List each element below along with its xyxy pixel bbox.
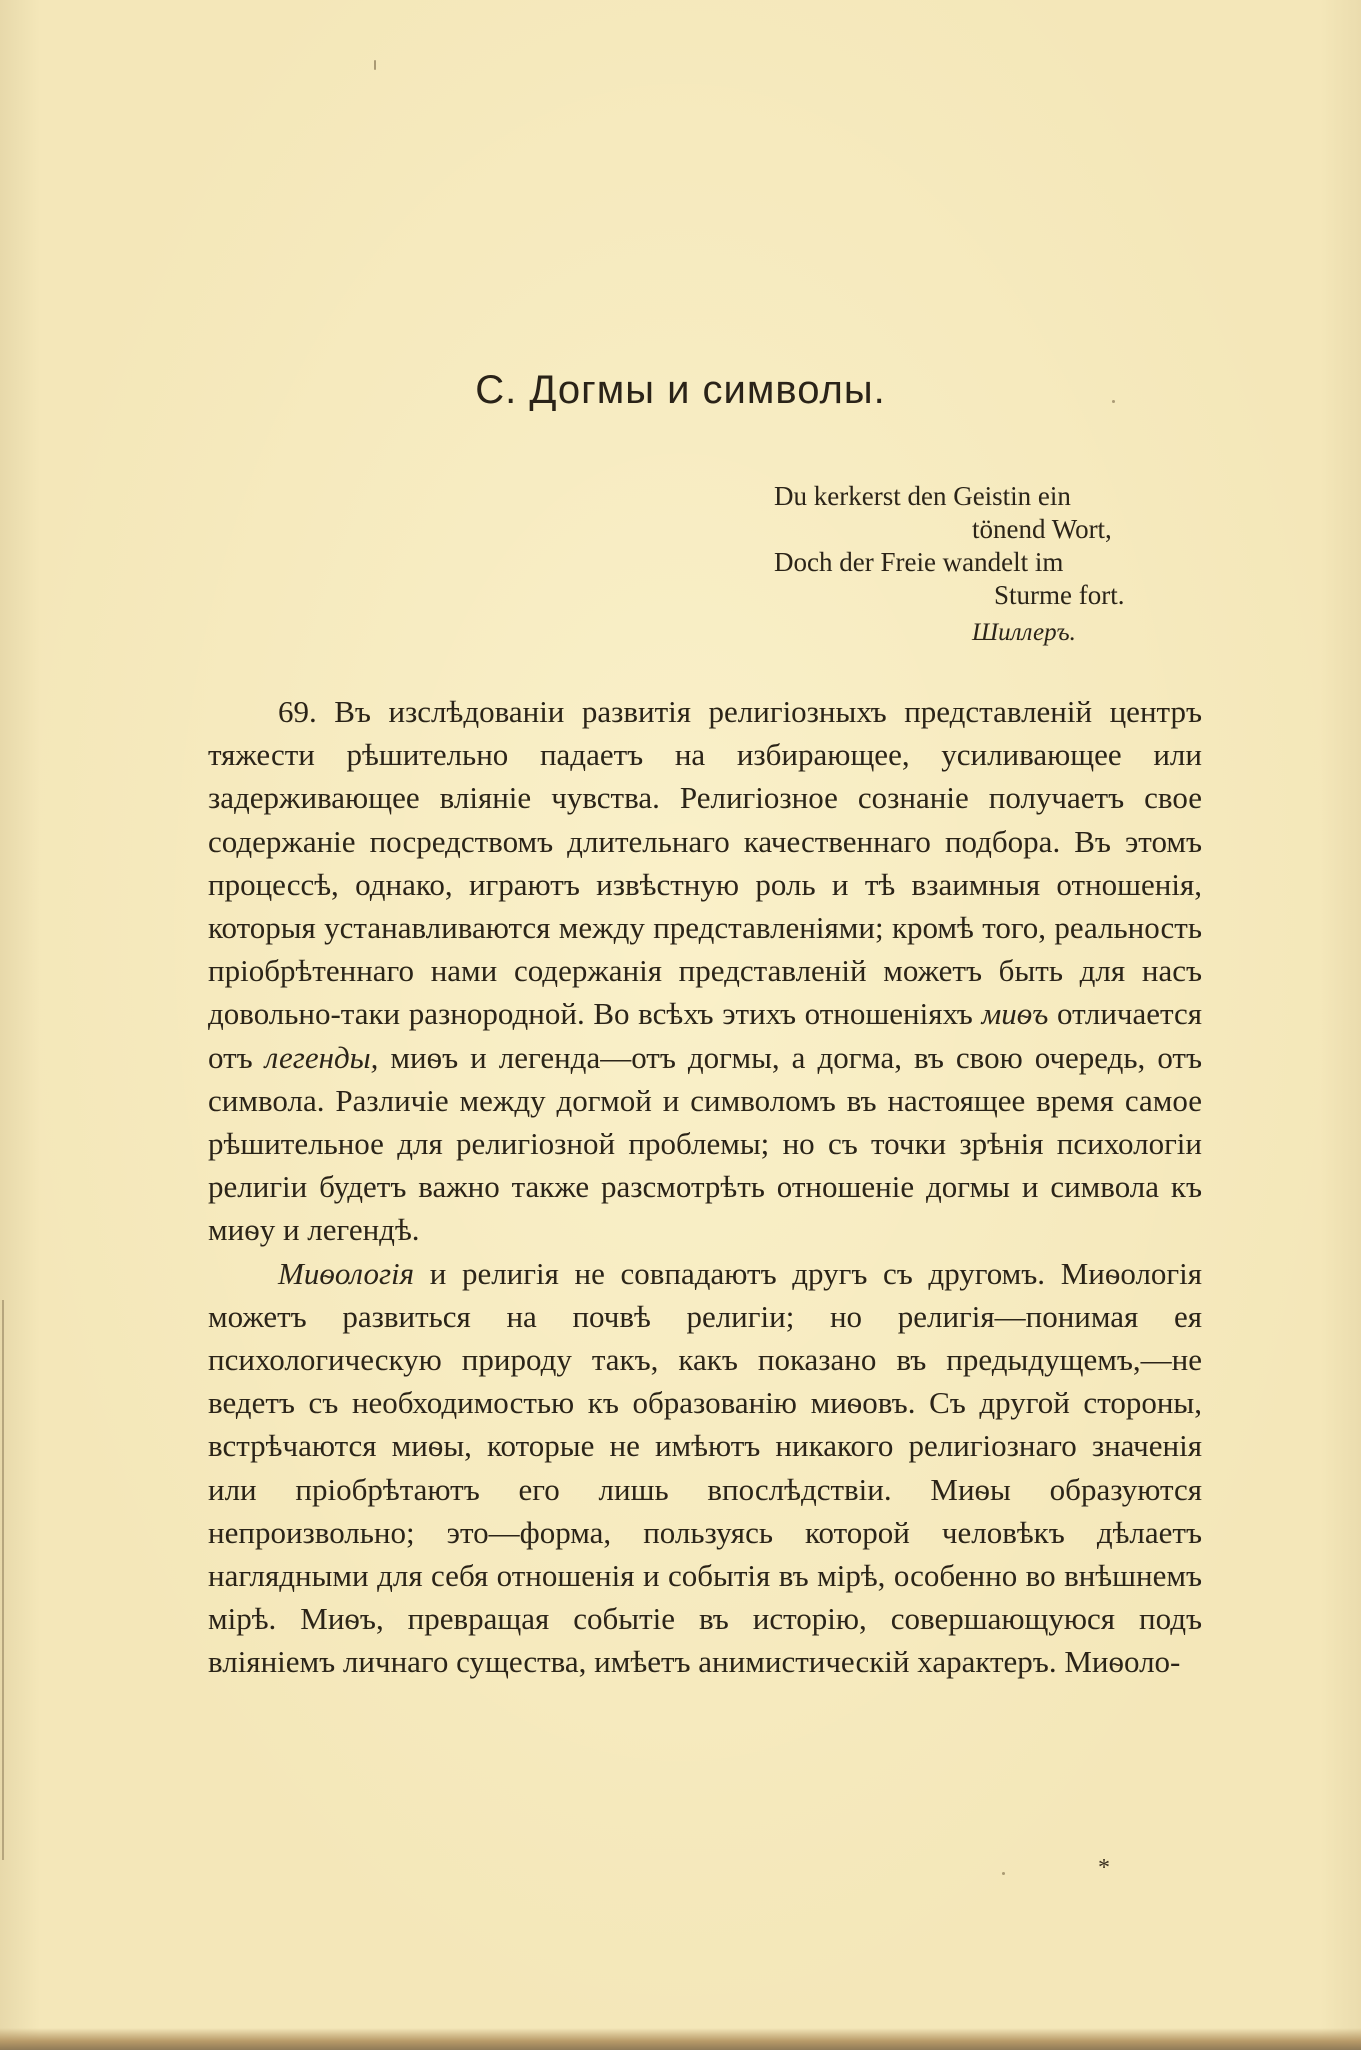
- text-segment: и религія не совпадаютъ другъ съ другомъ. Миѳологія можетъ развиться на почвѣ религіи; но религія—понимая ея психологическую природу такъ, какъ показано въ предыдущемъ,—не ведетъ съ необходимостью къ образованію миѳовъ. Съ другой стороны, встрѣчаются миѳы, которые не имѣютъ никакого религіознаго значенія или пріобрѣтаютъ его лишь впослѣдствіи. Миѳы образуются непроизвольно; это—форма, пользуясь которой человѣкъ дѣлаетъ наглядными для себя отношенія и событія въ мірѣ, особенно во внѣшнемъ мірѣ. Миѳъ, превращая событіе въ исторію, совершающуюся подъ вліяніемъ личнаго существа, имѣетъ анимистическій характеръ. Миѳоло-: [208, 1255, 1202, 1680]
- text-segment: отличается отъ: [208, 996, 1202, 1075]
- italic-term: миѳъ: [981, 996, 1049, 1032]
- epigraph: [760, 480, 1190, 649]
- body-text: [208, 690, 1202, 1684]
- epigraph-line: Du kerkerst den Geistin ein: [774, 481, 1071, 511]
- epigraph-line: Sturme fort.: [994, 580, 1125, 610]
- epigraph-author: Шиллеръ.: [972, 619, 1076, 646]
- italic-term: легенды,: [264, 1039, 379, 1075]
- paper-speck: [1002, 1872, 1005, 1875]
- signature-mark: *: [1098, 1855, 1110, 1881]
- paper-speck: [1112, 400, 1115, 403]
- epigraph-line: tönend Wort,: [972, 514, 1112, 544]
- epigraph-line: Doch der Freie wandelt im: [774, 547, 1064, 577]
- paragraph: [208, 690, 1202, 1252]
- paragraph: [208, 1252, 1202, 1684]
- text-segment: миѳъ и легенда—отъ догмы, а догма, въ свою очередь, отъ символа. Различіе между догмой и символомъ въ настоящее время самое рѣшительное для религіозной проблемы; но съ точки зрѣнія психологіи религіи будетъ важно также разсмотрѣть отношеніе догмы и символа къ миѳу и легендѣ.: [208, 1039, 1202, 1248]
- text-segment: 69. Въ изслѣдованіи развитія религіозныхъ представленій центръ тяжести рѣшительно падаетъ на избирающее, усиливающее или задерживающее вліяніе чувства. Религіозное сознаніе получаетъ свое содержаніе посредствомъ длительнаго качественнаго подбора. Въ этомъ процессѣ, однако, играютъ извѣстную роль и тѣ взаимныя отношенія, которыя устанавливаются между представленіями; кромѣ того, реальность пріобрѣтеннаго нами содержанія представленій можетъ быть для насъ довольно-таки разнородной. Во всѣхъ этихъ отношеніяхъ: [208, 694, 1202, 1032]
- page-bottom-edge: [0, 2028, 1361, 2050]
- page-gutter-shadow: [2, 1300, 4, 1860]
- section-heading: С. Догмы и символы.: [475, 368, 886, 412]
- italic-term: Миѳологія: [278, 1255, 415, 1291]
- paper-speck: [374, 60, 376, 70]
